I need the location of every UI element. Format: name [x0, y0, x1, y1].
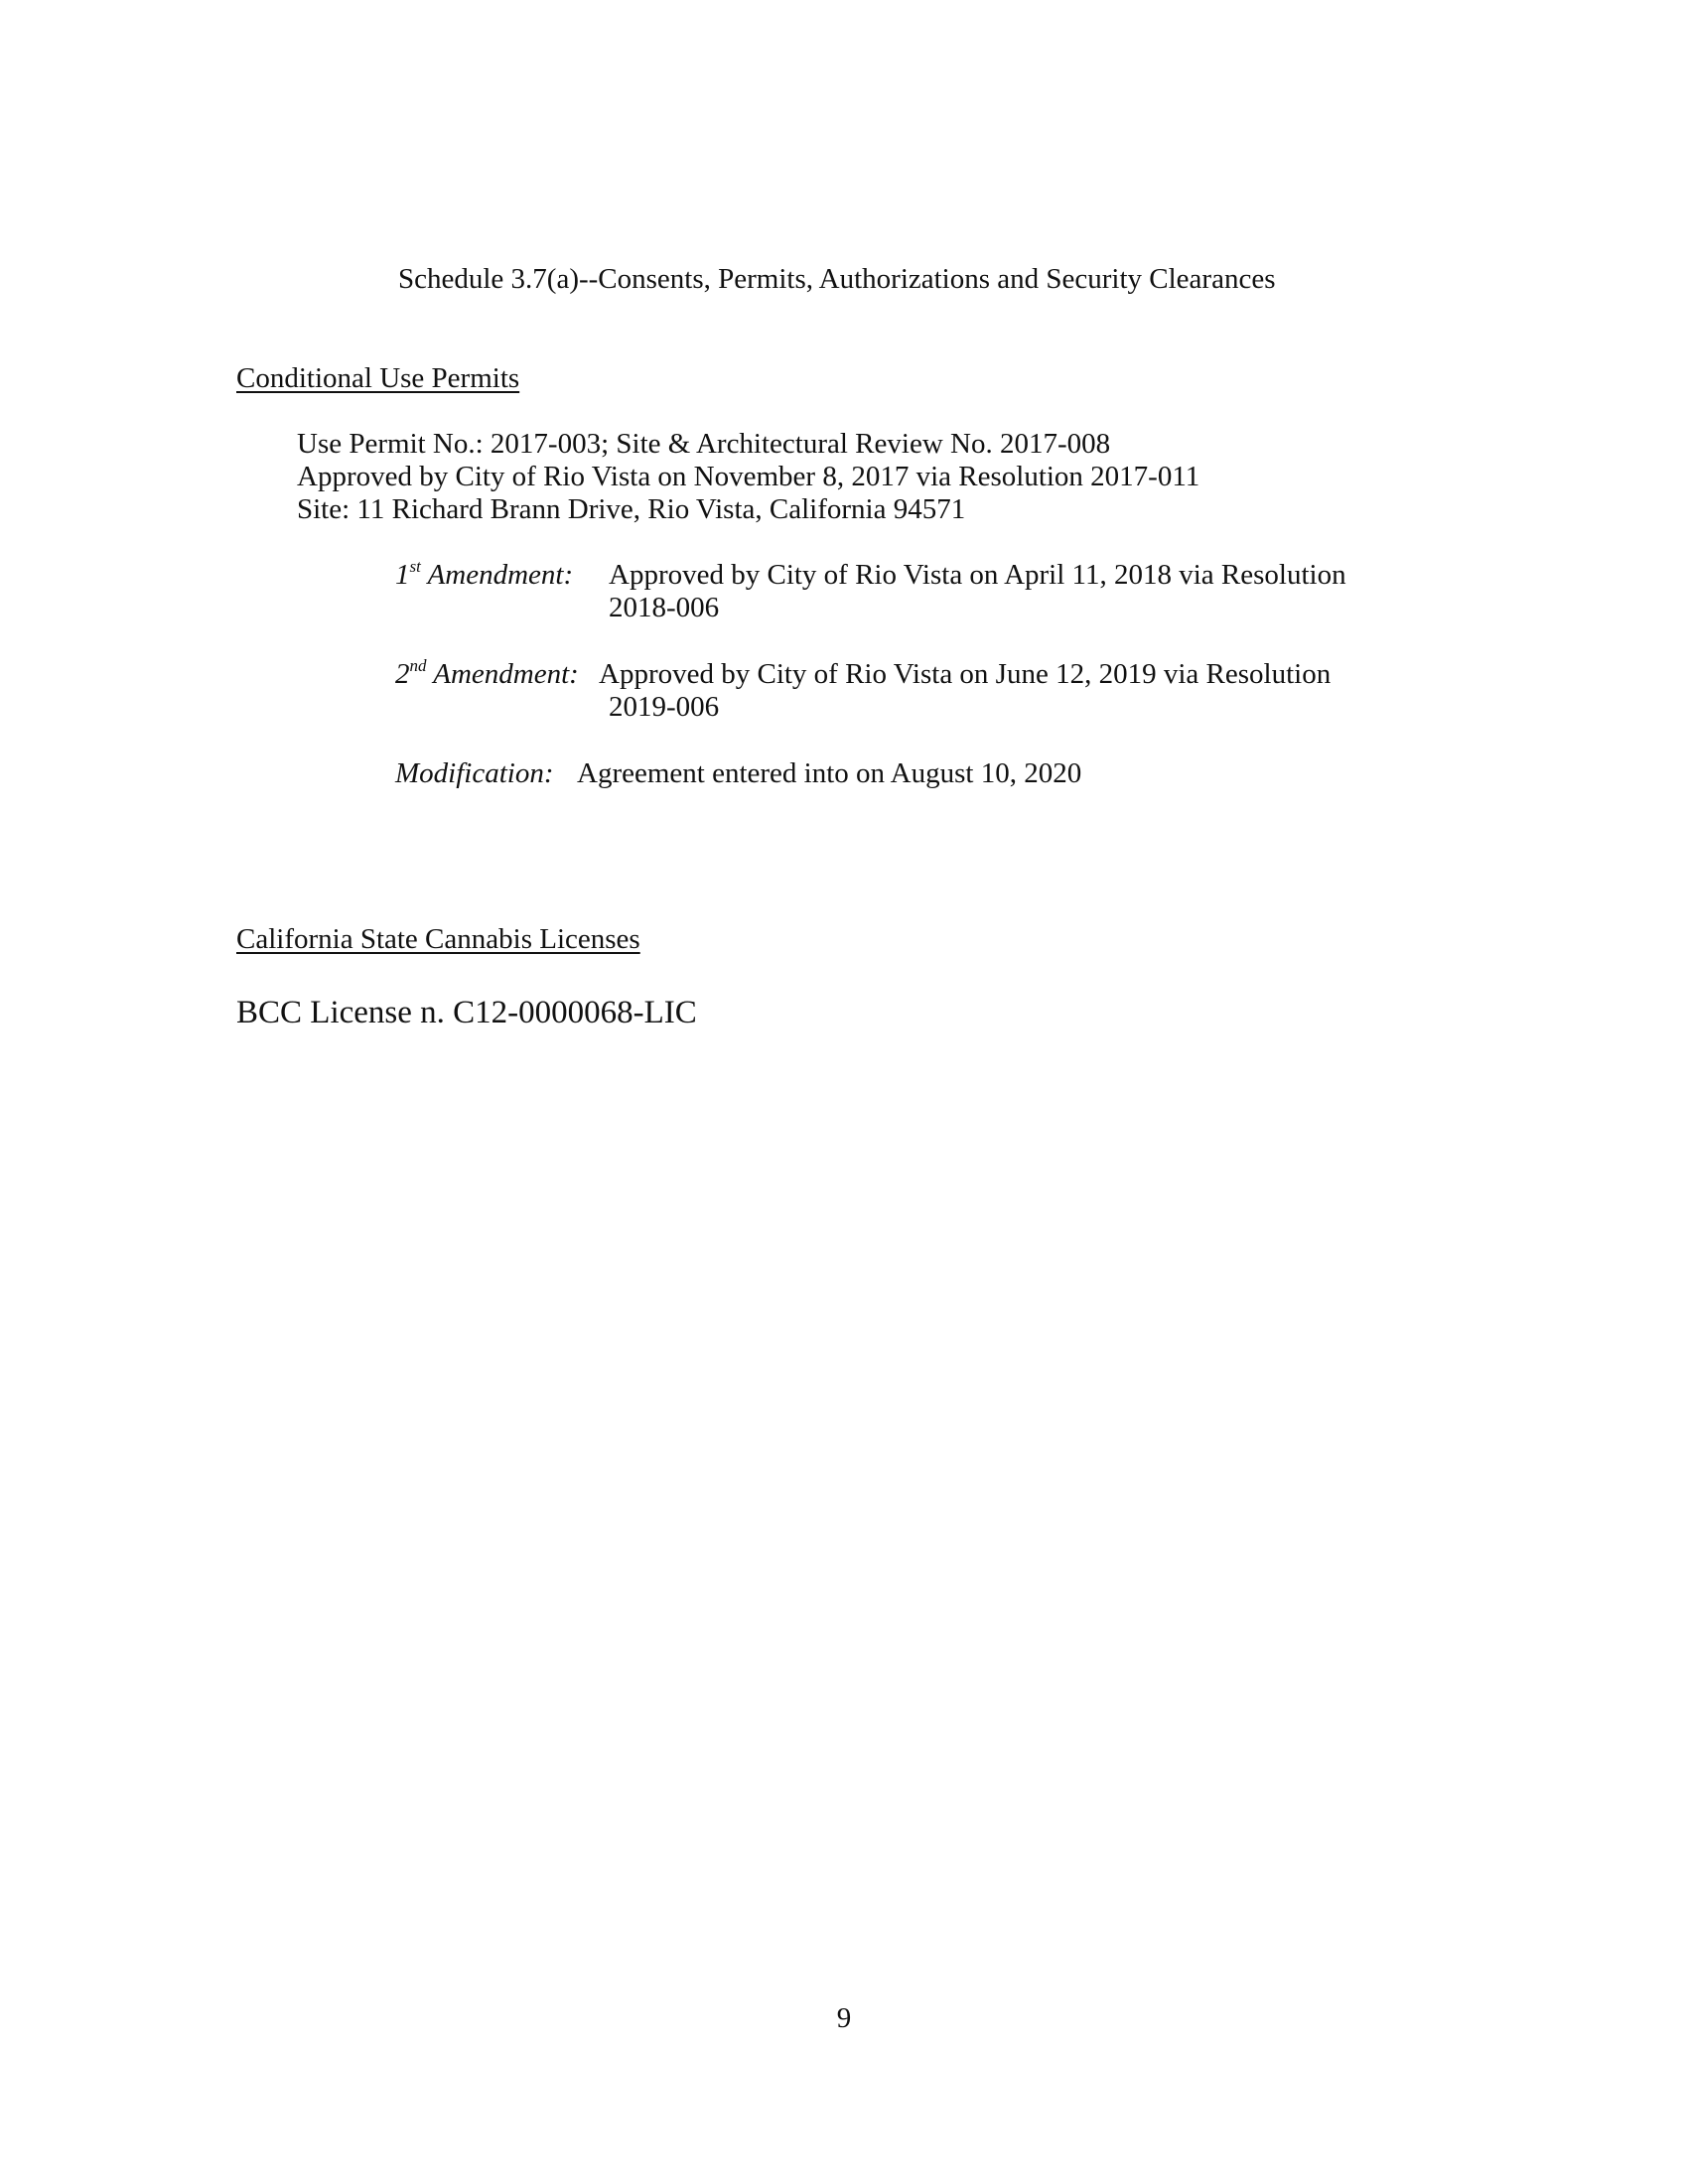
use-permit-number: Use Permit No.: 2017-003; Site & Architectural Review No. 2017-008 — [297, 428, 1111, 460]
bcc-license-number: BCC License n. C12-0000068-LIC — [236, 995, 697, 1030]
first-amendment-ordinal-suffix: st — [409, 557, 421, 576]
first-amendment-label-text: Amendment: — [420, 559, 574, 591]
first-amendment-ordinal: 1 — [395, 559, 410, 591]
permit-site: Site: 11 Richard Brann Drive, Rio Vista, California 94571 — [297, 493, 966, 525]
second-amendment-label-text: Amendment: — [426, 658, 579, 690]
conditional-use-permits-heading: Conditional Use Permits — [236, 362, 520, 394]
second-amendment-ordinal-suffix: nd — [409, 656, 427, 675]
page-number: 9 — [836, 2002, 852, 2034]
second-amendment-text: Approved by City of Rio Vista on June 12, 2019 via Resolution — [599, 658, 1332, 690]
first-amendment-resolution: 2018-006 — [609, 592, 720, 623]
first-amendment-label — [395, 558, 573, 592]
schedule-title: Schedule 3.7(a)--Consents, Permits, Authorizations and Security Clearances — [398, 263, 1276, 295]
state-licenses-heading: California State Cannabis Licenses — [236, 923, 640, 955]
modification-text: Agreement entered into on August 10, 2020 — [577, 757, 1082, 789]
modification-label: Modification: — [395, 757, 554, 789]
second-amendment-ordinal: 2 — [395, 658, 410, 690]
first-amendment-text: Approved by City of Rio Vista on April 11, 2018 via Resolution — [609, 559, 1346, 591]
second-amendment-resolution: 2019-006 — [609, 691, 720, 723]
second-amendment-label — [395, 657, 579, 691]
permit-approval: Approved by City of Rio Vista on November 8, 2017 via Resolution 2017-011 — [297, 461, 1200, 492]
